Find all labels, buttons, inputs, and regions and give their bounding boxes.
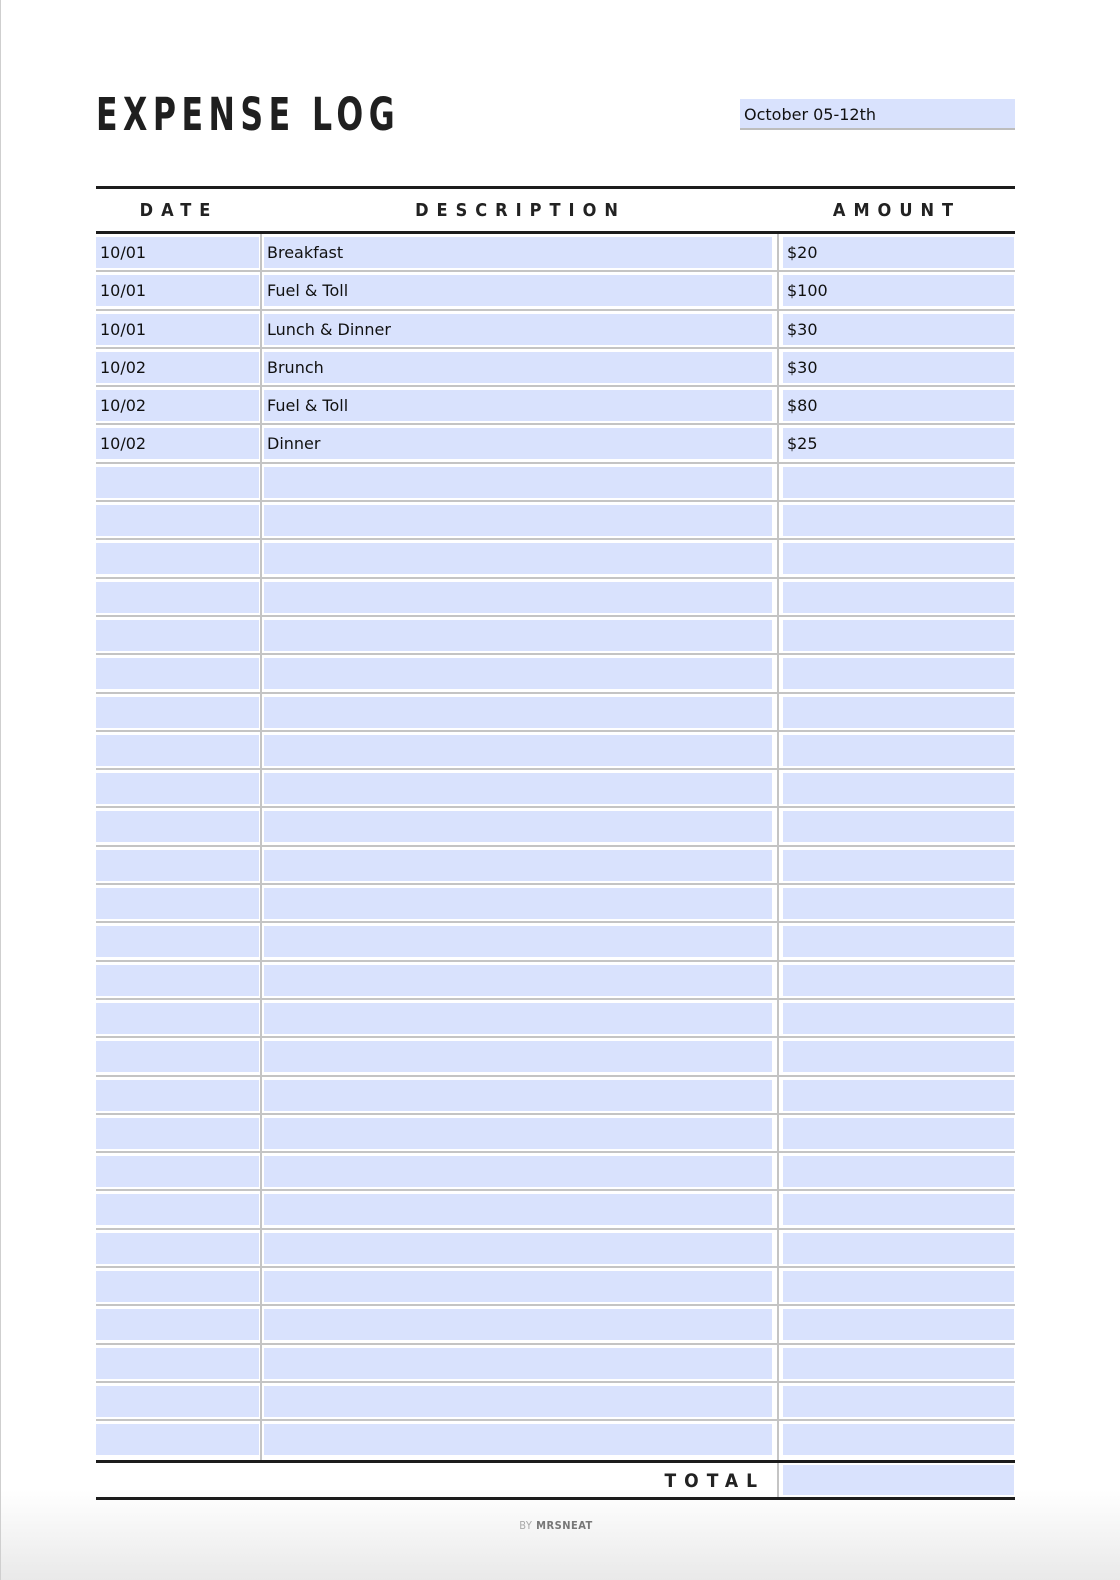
date-cell[interactable] xyxy=(96,1348,259,1379)
table-body xyxy=(96,234,1015,1460)
amount-cell[interactable] xyxy=(783,543,1014,574)
amount-cell[interactable]: $80 xyxy=(783,390,1014,421)
description-cell[interactable] xyxy=(264,1118,772,1149)
description-cell[interactable] xyxy=(264,735,772,766)
amount-cell[interactable] xyxy=(783,773,1014,804)
table-row xyxy=(96,1383,1015,1421)
amount-cell[interactable] xyxy=(783,1386,1014,1417)
table-header xyxy=(96,186,1015,234)
date-cell[interactable] xyxy=(96,1156,259,1187)
description-cell[interactable] xyxy=(264,926,772,957)
page-title: EXPENSE LOG xyxy=(96,88,401,141)
amount-cell[interactable] xyxy=(783,1003,1014,1034)
date-cell[interactable]: 10/01 xyxy=(96,314,259,345)
date-cell[interactable]: 10/02 xyxy=(96,352,259,383)
date-cell[interactable] xyxy=(96,773,259,804)
table-row xyxy=(96,1306,1015,1344)
description-cell[interactable] xyxy=(264,1041,772,1072)
date-cell[interactable] xyxy=(96,697,259,728)
amount-cell[interactable] xyxy=(783,811,1014,842)
date-cell[interactable] xyxy=(96,467,259,498)
date-cell[interactable] xyxy=(96,1424,259,1455)
description-cell[interactable] xyxy=(264,1194,772,1225)
description-cell[interactable] xyxy=(264,965,772,996)
table-row xyxy=(96,732,1015,770)
description-cell[interactable] xyxy=(264,1386,772,1417)
description-cell[interactable] xyxy=(264,658,772,689)
description-cell[interactable] xyxy=(264,1233,772,1264)
date-cell[interactable] xyxy=(96,1271,259,1302)
week-range-field[interactable]: October 05-12th xyxy=(740,99,1015,130)
table-row xyxy=(96,311,1015,349)
description-cell[interactable]: Dinner xyxy=(264,428,772,459)
date-cell[interactable] xyxy=(96,926,259,957)
table-row xyxy=(96,1153,1015,1191)
description-cell[interactable]: Fuel & Toll xyxy=(264,390,772,421)
amount-cell[interactable] xyxy=(783,888,1014,919)
table-row xyxy=(96,1268,1015,1306)
amount-cell[interactable] xyxy=(783,1348,1014,1379)
amount-cell[interactable] xyxy=(783,620,1014,651)
footer-brand: MRSNEAT xyxy=(536,1519,593,1532)
description-cell[interactable]: Fuel & Toll xyxy=(264,275,772,306)
table-row xyxy=(96,502,1015,540)
date-cell[interactable]: 10/01 xyxy=(96,275,259,306)
date-cell[interactable] xyxy=(96,1194,259,1225)
date-cell[interactable] xyxy=(96,658,259,689)
amount-cell[interactable] xyxy=(783,1309,1014,1340)
amount-cell[interactable]: $100 xyxy=(783,275,1014,306)
date-cell[interactable]: 10/02 xyxy=(96,428,259,459)
table-row xyxy=(96,617,1015,655)
amount-cell[interactable] xyxy=(783,1156,1014,1187)
description-cell[interactable] xyxy=(264,1156,772,1187)
date-cell[interactable] xyxy=(96,1309,259,1340)
description-cell[interactable]: Lunch & Dinner xyxy=(264,314,772,345)
amount-cell[interactable]: $30 xyxy=(783,352,1014,383)
table-row xyxy=(96,1345,1015,1383)
expense-table xyxy=(96,186,1015,1500)
amount-cell[interactable] xyxy=(783,1424,1014,1455)
table-row xyxy=(96,1230,1015,1268)
table-row xyxy=(96,885,1015,923)
amount-cell[interactable] xyxy=(783,697,1014,728)
footer-by: BY xyxy=(519,1519,533,1532)
date-cell[interactable] xyxy=(96,735,259,766)
total-label: TOTAL xyxy=(664,1469,765,1492)
amount-cell[interactable] xyxy=(783,850,1014,881)
description-cell[interactable] xyxy=(264,1080,772,1111)
amount-cell[interactable] xyxy=(783,1233,1014,1264)
column-header-description: DESCRIPTION xyxy=(415,200,626,221)
date-cell[interactable] xyxy=(96,620,259,651)
description-cell[interactable] xyxy=(264,773,772,804)
date-cell[interactable] xyxy=(96,850,259,881)
amount-cell[interactable] xyxy=(783,965,1014,996)
date-cell[interactable] xyxy=(96,1041,259,1072)
amount-cell[interactable]: $30 xyxy=(783,314,1014,345)
date-cell[interactable] xyxy=(96,965,259,996)
date-cell[interactable] xyxy=(96,582,259,613)
footer-credit xyxy=(0,1519,1112,1532)
table-row xyxy=(96,425,1015,463)
amount-cell[interactable] xyxy=(783,926,1014,957)
table-row xyxy=(96,808,1015,846)
amount-cell[interactable] xyxy=(783,1271,1014,1302)
amount-cell[interactable] xyxy=(783,1118,1014,1149)
table-row xyxy=(96,1077,1015,1115)
table-row xyxy=(96,387,1015,425)
table-row xyxy=(96,272,1015,310)
description-cell[interactable] xyxy=(264,467,772,498)
total-row xyxy=(96,1460,1015,1500)
column-header-date: DATE xyxy=(139,200,219,221)
description-cell[interactable] xyxy=(264,1271,772,1302)
table-row xyxy=(96,1038,1015,1076)
amount-cell[interactable] xyxy=(783,735,1014,766)
table-row xyxy=(96,234,1015,272)
description-cell[interactable] xyxy=(264,811,772,842)
date-cell[interactable] xyxy=(96,811,259,842)
table-row xyxy=(96,579,1015,617)
date-cell[interactable] xyxy=(96,505,259,536)
table-row xyxy=(96,540,1015,578)
column-divider xyxy=(777,1463,779,1497)
description-cell[interactable] xyxy=(264,1424,772,1455)
date-cell[interactable] xyxy=(96,1080,259,1111)
table-row xyxy=(96,694,1015,732)
description-cell[interactable] xyxy=(264,505,772,536)
table-row xyxy=(96,847,1015,885)
page-edge xyxy=(0,0,1,1580)
table-row xyxy=(96,655,1015,693)
description-cell[interactable]: Brunch xyxy=(264,352,772,383)
description-cell[interactable] xyxy=(264,1309,772,1340)
table-row xyxy=(96,1421,1015,1459)
table-row xyxy=(96,1000,1015,1038)
amount-cell[interactable] xyxy=(783,1194,1014,1225)
amount-cell[interactable] xyxy=(783,658,1014,689)
table-row xyxy=(96,923,1015,961)
description-cell[interactable] xyxy=(264,697,772,728)
description-cell[interactable] xyxy=(264,850,772,881)
date-cell[interactable] xyxy=(96,1118,259,1149)
total-amount-field[interactable] xyxy=(783,1465,1014,1495)
amount-cell[interactable]: $25 xyxy=(783,428,1014,459)
date-cell[interactable] xyxy=(96,1233,259,1264)
date-cell[interactable] xyxy=(96,1003,259,1034)
amount-cell[interactable] xyxy=(783,582,1014,613)
date-cell[interactable]: 10/01 xyxy=(96,237,259,268)
date-cell[interactable]: 10/02 xyxy=(96,390,259,421)
date-cell[interactable] xyxy=(96,888,259,919)
description-cell[interactable]: Breakfast xyxy=(264,237,772,268)
table-row xyxy=(96,1115,1015,1153)
column-header-amount: AMOUNT xyxy=(832,200,962,221)
description-cell[interactable] xyxy=(264,1348,772,1379)
table-row xyxy=(96,1191,1015,1229)
description-cell[interactable] xyxy=(264,888,772,919)
table-row xyxy=(96,349,1015,387)
table-row xyxy=(96,770,1015,808)
date-cell[interactable] xyxy=(96,1386,259,1417)
amount-cell[interactable] xyxy=(783,1080,1014,1111)
table-row xyxy=(96,464,1015,502)
description-cell[interactable] xyxy=(264,582,772,613)
amount-cell[interactable] xyxy=(783,1041,1014,1072)
date-cell[interactable] xyxy=(96,543,259,574)
description-cell[interactable] xyxy=(264,620,772,651)
description-cell[interactable] xyxy=(264,1003,772,1034)
amount-cell[interactable] xyxy=(783,467,1014,498)
amount-cell[interactable]: $20 xyxy=(783,237,1014,268)
amount-cell[interactable] xyxy=(783,505,1014,536)
description-cell[interactable] xyxy=(264,543,772,574)
table-row xyxy=(96,962,1015,1000)
